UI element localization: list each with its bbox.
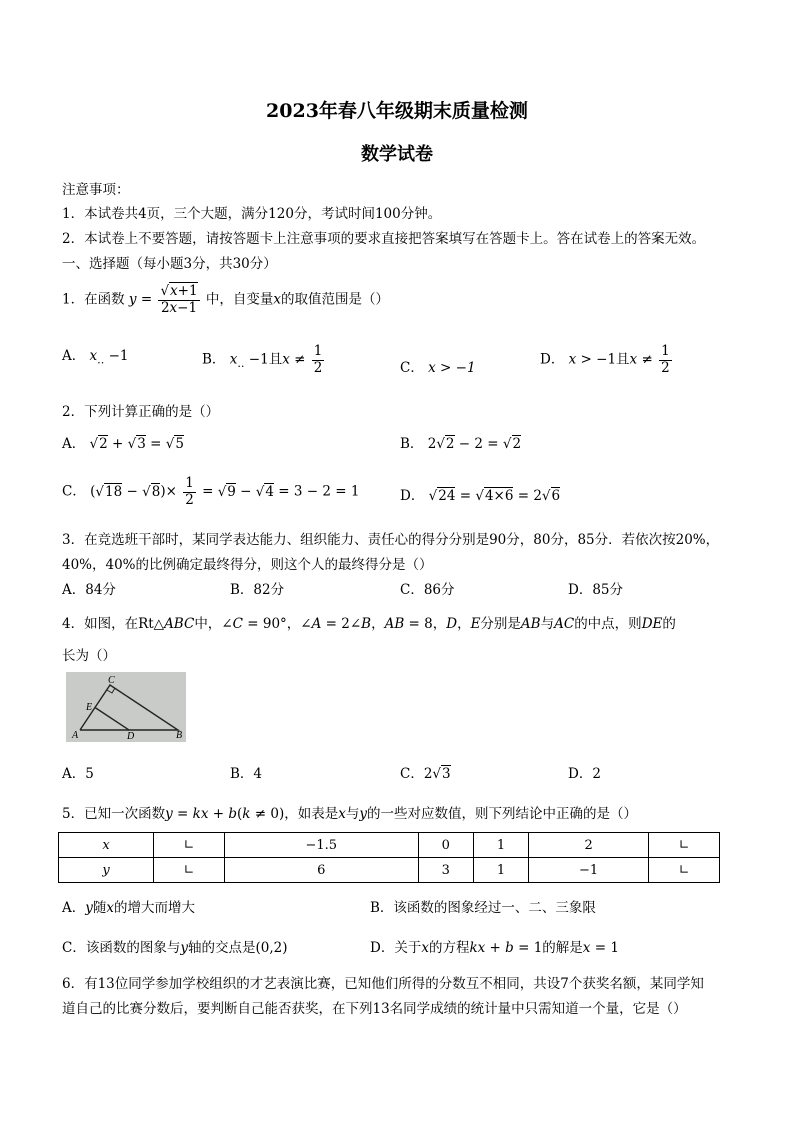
question-3-line1: 3．在竞选班干部时，某同学表达能力、组织能力、责任心的得分分别是90分，80分，85分．若依次按20%， bbox=[62, 532, 720, 548]
q1-option-a: A． $x_{..} -1$ bbox=[62, 348, 129, 367]
notes-heading: 注意事项： bbox=[62, 182, 130, 198]
question-3-line2: 40%，40%的比例确定最终得分，则这个人的最终得分是（） bbox=[62, 557, 433, 573]
question-5: 5．已知一次函数y = kx + b(k ≠ 0)，如表是x与y的一些对应数值，则下列结论中正确的是（） bbox=[62, 806, 637, 822]
q3-option-a: A．84分 bbox=[62, 582, 116, 598]
q1-option-b: B． $x_{..} -1$且x ≠ $\frac{1}{2}$ bbox=[202, 343, 323, 376]
table-cell: −1.5 bbox=[224, 833, 418, 858]
section-heading: 一、选择题（每小题3分，共30分） bbox=[62, 256, 277, 272]
q5-option-b: B．该函数的图象经过一、二、三象限 bbox=[370, 900, 596, 916]
note-2: 2．本试卷上不要答题，请按答题卡上注意事项的要求直接把答案填写在答题卡上。答在试卷上的答案无效。 bbox=[62, 231, 706, 247]
question-2: 2．下列计算正确的是（） bbox=[62, 404, 220, 420]
page-title: 2023年春八年级期末质量检测 bbox=[266, 100, 528, 122]
q5-option-a: A．y随x的增大而增大 bbox=[62, 900, 196, 916]
q3-option-c: C．86分 bbox=[400, 582, 455, 598]
label-e: E bbox=[86, 702, 93, 713]
q3-option-b: B．82分 bbox=[230, 582, 285, 598]
table-cell: 1 bbox=[473, 833, 528, 858]
triangle-figure bbox=[66, 672, 186, 742]
question-1: 1．在函数 y = √ $\frac{x+1}{2x-1}$ 中，自变量x的取值范围是（） bbox=[62, 284, 389, 316]
table-cell: ∟ bbox=[154, 858, 225, 883]
value-table bbox=[58, 832, 720, 883]
table-header-x: x bbox=[59, 833, 154, 858]
table-cell: ∟ bbox=[154, 833, 225, 858]
table-cell: ∟ bbox=[649, 833, 720, 858]
q2-option-c: C． (√ 18 − √ 8)× $\frac{1}{2}$ = √ 9 − √ 4 = 3 − 2 = 1 bbox=[62, 476, 359, 508]
q4-option-d: D．2 bbox=[568, 766, 601, 782]
table-header-y: y bbox=[59, 858, 154, 883]
q4-option-a: A．5 bbox=[62, 766, 94, 782]
table-cell: 6 bbox=[224, 858, 418, 883]
q5-option-d: D．关于x的方程kx + b = 1的解是x = 1 bbox=[370, 940, 619, 956]
triangle-diagram bbox=[66, 672, 186, 742]
table-cell: ∟ bbox=[649, 858, 720, 883]
question-4-line1: 4．如图，在Rt△ABC中，∠C = 90°，∠A = 2∠B，AB = 8，D，E分别是AB与AC的中点，则DE的 bbox=[62, 616, 676, 632]
label-b: B bbox=[176, 730, 183, 741]
q3-option-d: D．85分 bbox=[568, 582, 624, 598]
q1-option-d: D． x > −1且x ≠ $\frac{1}{2}$ bbox=[540, 343, 670, 376]
q4-option-c: C．2√ 3 bbox=[400, 762, 451, 782]
q5-option-c: C．该函数的图象与y轴的交点是(0,2) bbox=[62, 940, 288, 956]
label-d: D bbox=[127, 731, 135, 742]
table-cell: 0 bbox=[418, 833, 473, 858]
q2-option-a: A． √ 2 + √ 3 = √ 5 bbox=[62, 432, 184, 452]
q2-option-b: B． 2√ 2 − 2 = √ 2 bbox=[400, 432, 521, 452]
table-row-x bbox=[59, 833, 720, 858]
label-a: A bbox=[72, 730, 79, 741]
question-6-line1: 6．有13位同学参加学校组织的才艺表演比赛，已知他们所得的分数互不相同，共设7个获奖名额，某同学知 bbox=[62, 976, 704, 992]
table-cell: −1 bbox=[529, 858, 649, 883]
table-row-y bbox=[59, 858, 720, 883]
q1-option-c: C． x > −1 bbox=[400, 360, 476, 376]
label-c: C bbox=[108, 675, 115, 686]
q2-option-d: D． √ 24 = √ 4×6 = 2√ 6 bbox=[400, 484, 560, 504]
page-subtitle: 数学试卷 bbox=[361, 144, 433, 165]
note-1: 1．本试卷共4页，三个大题，满分120分，考试时间100分钟。 bbox=[62, 206, 442, 222]
question-4-line2: 长为（） bbox=[62, 648, 116, 664]
question-6-line2: 道自己的比赛分数后，要判断自己能否获奖，在下列13名同学成绩的统计量中只需知道一个量，它是（） bbox=[62, 1001, 687, 1017]
table-cell: 1 bbox=[473, 858, 528, 883]
table-cell: 3 bbox=[418, 858, 473, 883]
table-cell: 2 bbox=[529, 833, 649, 858]
q4-option-b: B．4 bbox=[230, 766, 263, 782]
